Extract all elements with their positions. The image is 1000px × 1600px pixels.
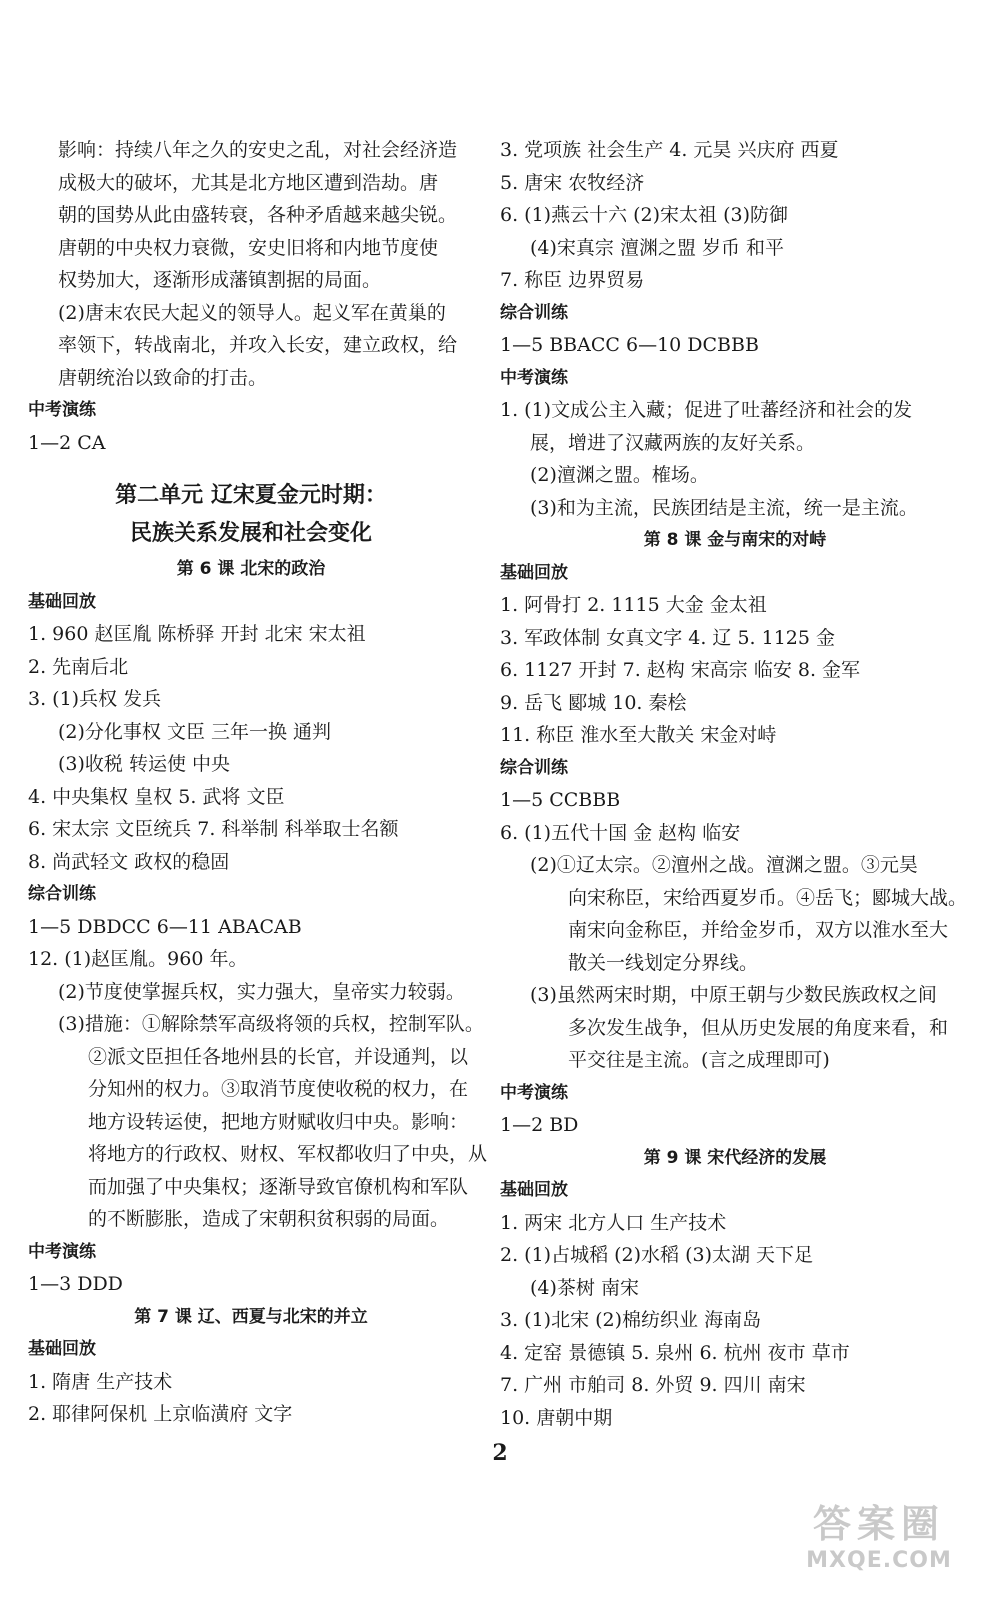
section-heading: 基础回放 [500,1180,568,1200]
text-line: 1—2 CA [28,431,106,454]
section-heading: 中考演练 [28,400,96,420]
text-line: 6. (1)五代十国 金 赵构 临安 [500,821,741,844]
section-heading: 中考演练 [500,1082,568,1103]
text-line: 1—5 BBACC 6—10 DCBBB [500,334,759,356]
text-line: 10. 唐朝中期 [500,1406,613,1429]
text-line: 1—2 BD [500,1114,579,1136]
text-line: 7. 广州 市舶司 8. 外贸 9. 四川 南宋 [500,1374,806,1396]
text-line: 2. 先南后北 [28,655,129,678]
section-heading: 基础回放 [28,1339,96,1359]
text-line: 1. 960 赵匡胤 陈桥驿 开封 北宋 宋太祖 [28,623,366,645]
text-line: 的不断膨胀，造成了宋朝积贫积弱的局面。 [88,1208,450,1230]
section-heading: 中考演练 [28,1241,96,1262]
text-line: 8. 尚武轻文 政权的稳固 [28,850,230,873]
text-line: 成极大的破坏，尤其是北方地区遭到浩劫。唐 [58,171,439,194]
text-line: 1—3 DDD [28,1273,123,1295]
section-heading: 基础回放 [500,562,568,583]
lesson-title: 第 6 课 北宋的政治 [176,559,326,579]
text-line: 6. 1127 开封 7. 赵构 宋高宗 临安 8. 金军 [500,659,861,681]
text-line: 朝的国势从此由盛转衰，各种矛盾越来越尖锐。 [58,204,458,226]
section-heading: 中考演练 [500,367,568,388]
section-heading: 综合训练 [500,302,568,323]
text-line: (3)措施：①解除禁军高级将领的兵权，控制军队。 [58,1013,484,1035]
spacer [28,459,474,477]
text-line: ②派文臣担任各地州县的长官，并设通判，以 [88,1045,469,1068]
unit-title: 第二单元 辽宋夏金元时期： [115,483,387,508]
text-line: (2)节度使掌握兵权，实力强大，皇帝实力较弱。 [58,980,465,1003]
watermark-text: 答案圈 [812,1502,945,1546]
text-line: 1. (1)文成公主入藏；促进了吐蕃经济和社会的发 [500,399,913,421]
text-line: 3. 党项族 社会生产 4. 元昊 兴庆府 西夏 [500,139,839,161]
text-line: 地方设转运使，把地方财赋收归中央。影响： [88,1110,469,1133]
text-line: 12. (1)赵匡胤。960 年。 [28,948,248,970]
text-line: (3)收税 转运使 中央 [58,753,230,775]
text-line: 唐朝的中央权力衰微，安史旧将和内地节度使 [58,236,439,259]
text-line: 9. 岳飞 郾城 10. 秦桧 [500,691,687,714]
section-heading: 综合训练 [28,884,96,904]
text-line: (2)分化事权 文臣 三年一换 通判 [58,720,332,743]
text-line: 2. (1)占城稻 (2)水稻 (3)太湖 天下足 [500,1244,814,1266]
text-line: 南宋向金称臣，并给金岁币，双方以淮水至大 [568,919,949,941]
text-line: 将地方的行政权、财权、军权都收归了中央，从 [88,1143,488,1165]
text-line: 1—5 CCBBB [500,789,621,811]
text-line: 率领下，转战南北，并攻入长安，建立政权，给 [58,334,458,356]
text-line: 1. 两宋 北方人口 生产技术 [500,1211,727,1234]
section-heading: 基础回放 [28,591,96,612]
lesson-title: 第 7 课 辽、西夏与北宋的并立 [134,1306,368,1327]
text-line: 4. 中央集权 皇权 5. 武将 文臣 [28,785,285,808]
text-line: (2)澶渊之盟。榷场。 [530,464,709,486]
text-line: 5. 唐宋 农牧经济 [500,171,645,194]
watermark-url: MXQE.COM [806,1548,952,1573]
left-column [28,134,488,1431]
text-line: 7. 称臣 边界贸易 [500,269,645,291]
text-line: 11. 称臣 淮水至大散关 宋金对峙 [500,724,777,746]
lesson-title: 第 8 课 金与南宋的对峙 [643,530,827,550]
text-line: (2)唐末农民大起义的领导人。起义军在黄巢的 [58,301,446,324]
text-line: 2. 耶律阿保机 上京临潢府 文字 [28,1403,293,1425]
text-line: 影响：持续八年之久的安史之乱，对社会经济造 [58,139,458,161]
text-line: 散关一线划定分界线。 [568,951,759,974]
section-heading: 综合训练 [500,757,568,778]
text-line: 分知州的权力。③取消节度使收税的权力，在 [88,1078,469,1100]
watermark-logo [784,1502,974,1582]
text-line: 权势加大，逐渐形成藩镇割据的局面。 [58,269,382,291]
right-column [500,134,970,1434]
text-line: (3)和为主流，民族团结是主流，统一是主流。 [530,496,918,519]
text-line: 6. (1)燕云十六 (2)宋太祖 (3)防御 [500,204,788,226]
text-line: 6. 宋太宗 文臣统兵 7. 科举制 科举取士名额 [28,818,399,840]
unit-title: 民族关系发展和社会变化 [129,521,372,546]
text-line: (2)①辽太宗。②澶州之战。澶渊之盟。③元昊 [530,854,918,876]
text-line: 展，增进了汉藏两族的友好关系。 [530,431,816,454]
text-line: 3. (1)北宋 (2)棉纺织业 海南岛 [500,1309,762,1331]
text-line: 唐朝统治以致命的打击。 [58,366,268,389]
text-line: 3. 军政体制 女真文字 4. 辽 5. 1125 金 [500,626,836,649]
lesson-title: 第 9 课 宋代经济的发展 [643,1147,827,1168]
text-line: (4)宋真宗 澶渊之盟 岁币 和平 [530,236,785,259]
text-line: 4. 定窑 景德镇 5. 泉州 6. 杭州 夜市 草市 [500,1341,850,1364]
text-line: 1—5 DBDCC 6—11 ABACAB [28,915,302,938]
text-line: 平交往是主流。(言之成理即可) [568,1049,830,1071]
text-line: 1. 阿骨打 2. 1115 大金 金太祖 [500,594,767,616]
text-line: (3)虽然两宋时期，中原王朝与少数民族政权之间 [530,984,937,1006]
text-line: 3. (1)兵权 发兵 [28,688,162,710]
text-line: (4)茶树 南宋 [530,1276,639,1299]
text-line: 而加强了中央集权；逐渐导致官僚机构和军队 [88,1175,469,1198]
text-line: 1. 隋唐 生产技术 [28,1370,173,1393]
text-line: 向宋称臣，宋给西夏岁币。④岳飞；郾城大战。 [568,886,968,909]
text-line: 多次发生战争，但从历史发展的角度来看，和 [568,1016,949,1039]
page-number: 2 [492,1440,508,1466]
